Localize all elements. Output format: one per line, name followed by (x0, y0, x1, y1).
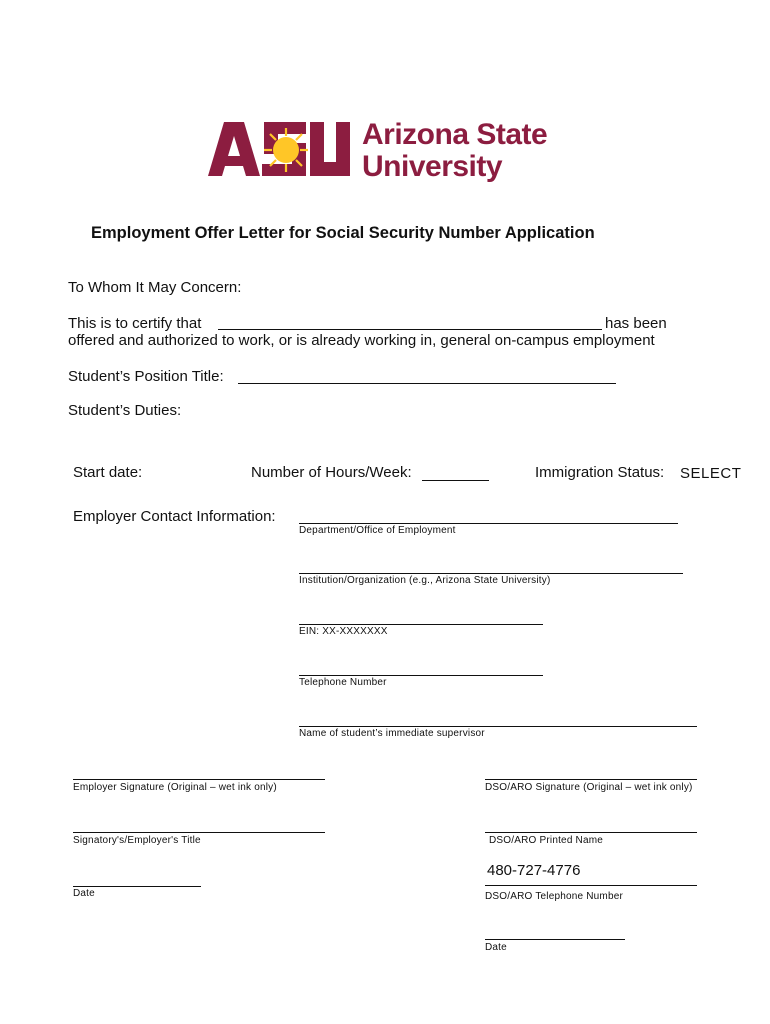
student-name-field[interactable] (218, 329, 602, 330)
asu-sunburst-logo-icon (206, 116, 356, 188)
telephone-field[interactable] (299, 675, 543, 676)
dso-phone-value: 480-727-4776 (487, 862, 581, 879)
employer-date-caption: Date (73, 888, 95, 899)
employer-signature-caption: Employer Signature (Original – wet ink only) (73, 782, 277, 793)
department-field[interactable] (299, 523, 678, 524)
dso-signature-field[interactable] (485, 779, 697, 780)
dso-signature-caption: DSO/ARO Signature (Original – wet ink only) (485, 782, 693, 793)
document-title: Employment Offer Letter for Social Security Number Application (91, 224, 595, 242)
brand-name-line1: Arizona State (362, 118, 548, 151)
dso-printed-name-caption: DSO/ARO Printed Name (489, 835, 604, 846)
immigration-status-label: Immigration Status: (535, 464, 665, 481)
dso-date-field[interactable] (485, 939, 625, 940)
institution-field[interactable] (299, 573, 683, 574)
certify-line2: offered and authorized to work, or is already working in, general on-campus employment (68, 332, 655, 349)
position-title-field[interactable] (238, 383, 616, 384)
brand-name-line2: University (362, 150, 503, 183)
hours-field[interactable] (422, 480, 489, 481)
duties-label: Student’s Duties: (68, 402, 182, 419)
dso-date-caption: Date (485, 942, 507, 953)
immigration-status-select[interactable]: SELECT (680, 465, 742, 482)
employer-title-caption: Signatory's/Employer's Title (73, 835, 201, 846)
certify-suffix: has been (605, 315, 667, 332)
supervisor-caption: Name of student’s immediate supervisor (299, 728, 485, 739)
employer-date-field[interactable] (73, 886, 201, 887)
supervisor-field[interactable] (299, 726, 697, 727)
dso-phone-field[interactable] (485, 885, 697, 886)
institution-caption: Institution/Organization (e.g., Arizona State University) (299, 575, 551, 586)
certify-prefix: This is to certify that (68, 315, 202, 332)
employer-signature-field[interactable] (73, 779, 325, 780)
dso-printed-name-field[interactable] (485, 832, 697, 833)
dso-phone-caption: DSO/ARO Telephone Number (485, 891, 624, 902)
asu-logo (206, 116, 596, 188)
hours-label: Number of Hours/Week: (251, 464, 412, 481)
ein-caption: EIN: XX-XXXXXXX (299, 626, 388, 637)
employer-title-field[interactable] (73, 832, 325, 833)
telephone-caption: Telephone Number (299, 677, 387, 688)
salutation: To Whom It May Concern: (68, 279, 242, 296)
start-date-label: Start date: (73, 464, 143, 481)
department-caption: Department/Office of Employment (299, 525, 456, 536)
position-title-label: Student’s Position Title: (68, 368, 224, 385)
employer-contact-label: Employer Contact Information: (73, 508, 276, 525)
ein-field[interactable] (299, 624, 543, 625)
